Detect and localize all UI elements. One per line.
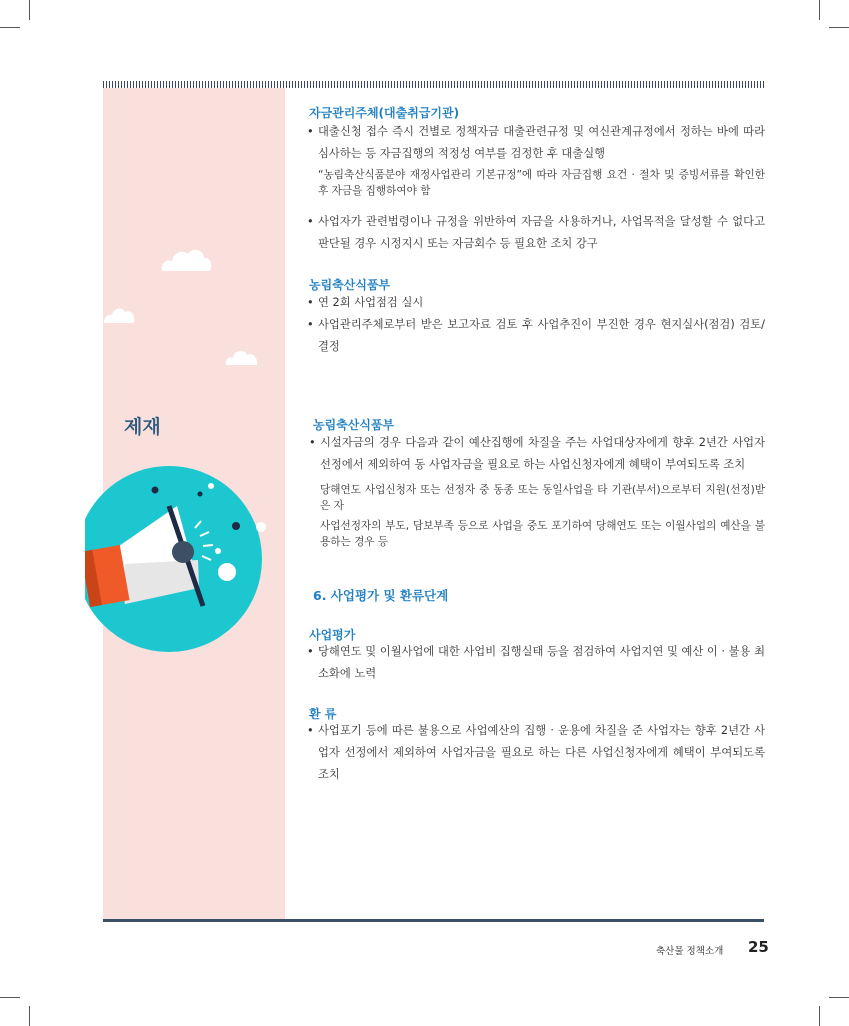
cloud-icon xyxy=(224,344,260,366)
bullet-marker: • xyxy=(307,724,314,737)
crop-mark xyxy=(29,0,30,20)
crop-mark xyxy=(819,1006,820,1026)
bullet-marker: • xyxy=(307,125,314,138)
bullet-item xyxy=(307,720,765,786)
page-number: 25 xyxy=(748,938,769,956)
cloud-icon xyxy=(158,244,214,272)
bullet-text: 사업관리주체로부터 받은 보고자료 검토 후 사업추진이 부진한 경우 현지실사(점검) 검토/결정 xyxy=(318,318,765,353)
bullet-marker: • xyxy=(307,215,314,228)
side-label-sanction: 제재 xyxy=(124,416,161,438)
crop-mark xyxy=(829,27,849,28)
crop-mark xyxy=(0,27,20,28)
bullet-item xyxy=(309,432,765,476)
section-heading: 환 류 xyxy=(309,707,337,721)
megaphone-icon xyxy=(85,466,285,656)
bullet-text: 연 2회 사업점검 실시 xyxy=(318,296,424,309)
bullet-text: 대출신청 접수 즉시 건별로 정책자금 대출관련규정 및 여신관계규정에서 정하는 바에 따라 심사하는 등 자금집행의 적정성 여부를 검정한 후 대출실행 xyxy=(318,125,765,160)
bullet-item xyxy=(307,314,765,358)
bullet-item xyxy=(307,641,765,685)
section-heading: 사업평가 xyxy=(309,628,356,642)
section-title: 6. 사업평가 및 환류단계 xyxy=(313,588,449,603)
bullet-marker: • xyxy=(307,318,314,331)
crop-mark xyxy=(0,997,20,998)
note-text: 사업선정자의 부도, 담보부족 등으로 사업을 중도 포기하여 당해연도 또는 이월사업의 예산을 불용하는 경우 등 xyxy=(320,520,765,548)
section-heading: 자금관리주체(대출취급기관) xyxy=(309,106,460,120)
bullet-item xyxy=(307,121,765,165)
bullet-text: 사업자가 관련법령이나 규정을 위반하여 자금을 사용하거나, 사업목적을 달성할 수 없다고 판단될 경우 시정지시 또는 자금회수 등 필요한 조치 강구 xyxy=(318,215,765,250)
bullet-text: 당해연도 및 이월사업에 대한 사업비 집행실태 등을 점검하여 사업지연 및 예산 이 · 불용 최소화에 노력 xyxy=(318,645,765,680)
bullet-item xyxy=(307,211,765,255)
bullet-marker: • xyxy=(307,296,314,309)
bullet-text: 시설자금의 경우 다음과 같이 예산집행에 차질을 주는 사업대상자에게 향후 2년간 사업자 선정에서 제외하여 동 사업자금을 필요로 하는 사업신청자에게 혜택이 부여되도록 조치 xyxy=(320,436,765,471)
bullet-marker: • xyxy=(309,436,316,449)
header-hatch-rule xyxy=(103,81,764,88)
footer-title: 축산물 정책소개 xyxy=(656,946,724,957)
note-text: 당해연도 사업신청자 또는 선정자 중 동종 또는 동일사업을 타 기관(부서)으로부터 지원(선정)받은 자 xyxy=(320,484,765,512)
bullet-text: 사업포기 등에 따른 불용으로 사업예산의 집행 · 운용에 차질을 준 사업자는 향후 2년간 사업자 선정에서 제외하여 사업자금을 필요로 하는 다른 사업신청자에게 혜택이 부여되도록 조치 xyxy=(318,724,765,781)
note-text: “농림축산식품분야 재정사업관리 기본규정”에 따라 자금집행 요건 · 절차 및 증빙서류를 확인한 후 자금을 집행하여야 함 xyxy=(318,169,765,197)
crop-mark xyxy=(829,997,849,998)
section-heading: 농림축산식품부 xyxy=(313,418,395,432)
crop-mark xyxy=(819,0,820,20)
crop-mark xyxy=(29,1006,30,1026)
bottom-rule xyxy=(103,919,764,922)
section-heading: 농림축산식품부 xyxy=(309,278,391,292)
cloud-icon xyxy=(104,302,138,324)
bullet-marker: • xyxy=(307,645,314,658)
bullet-item xyxy=(307,292,765,314)
